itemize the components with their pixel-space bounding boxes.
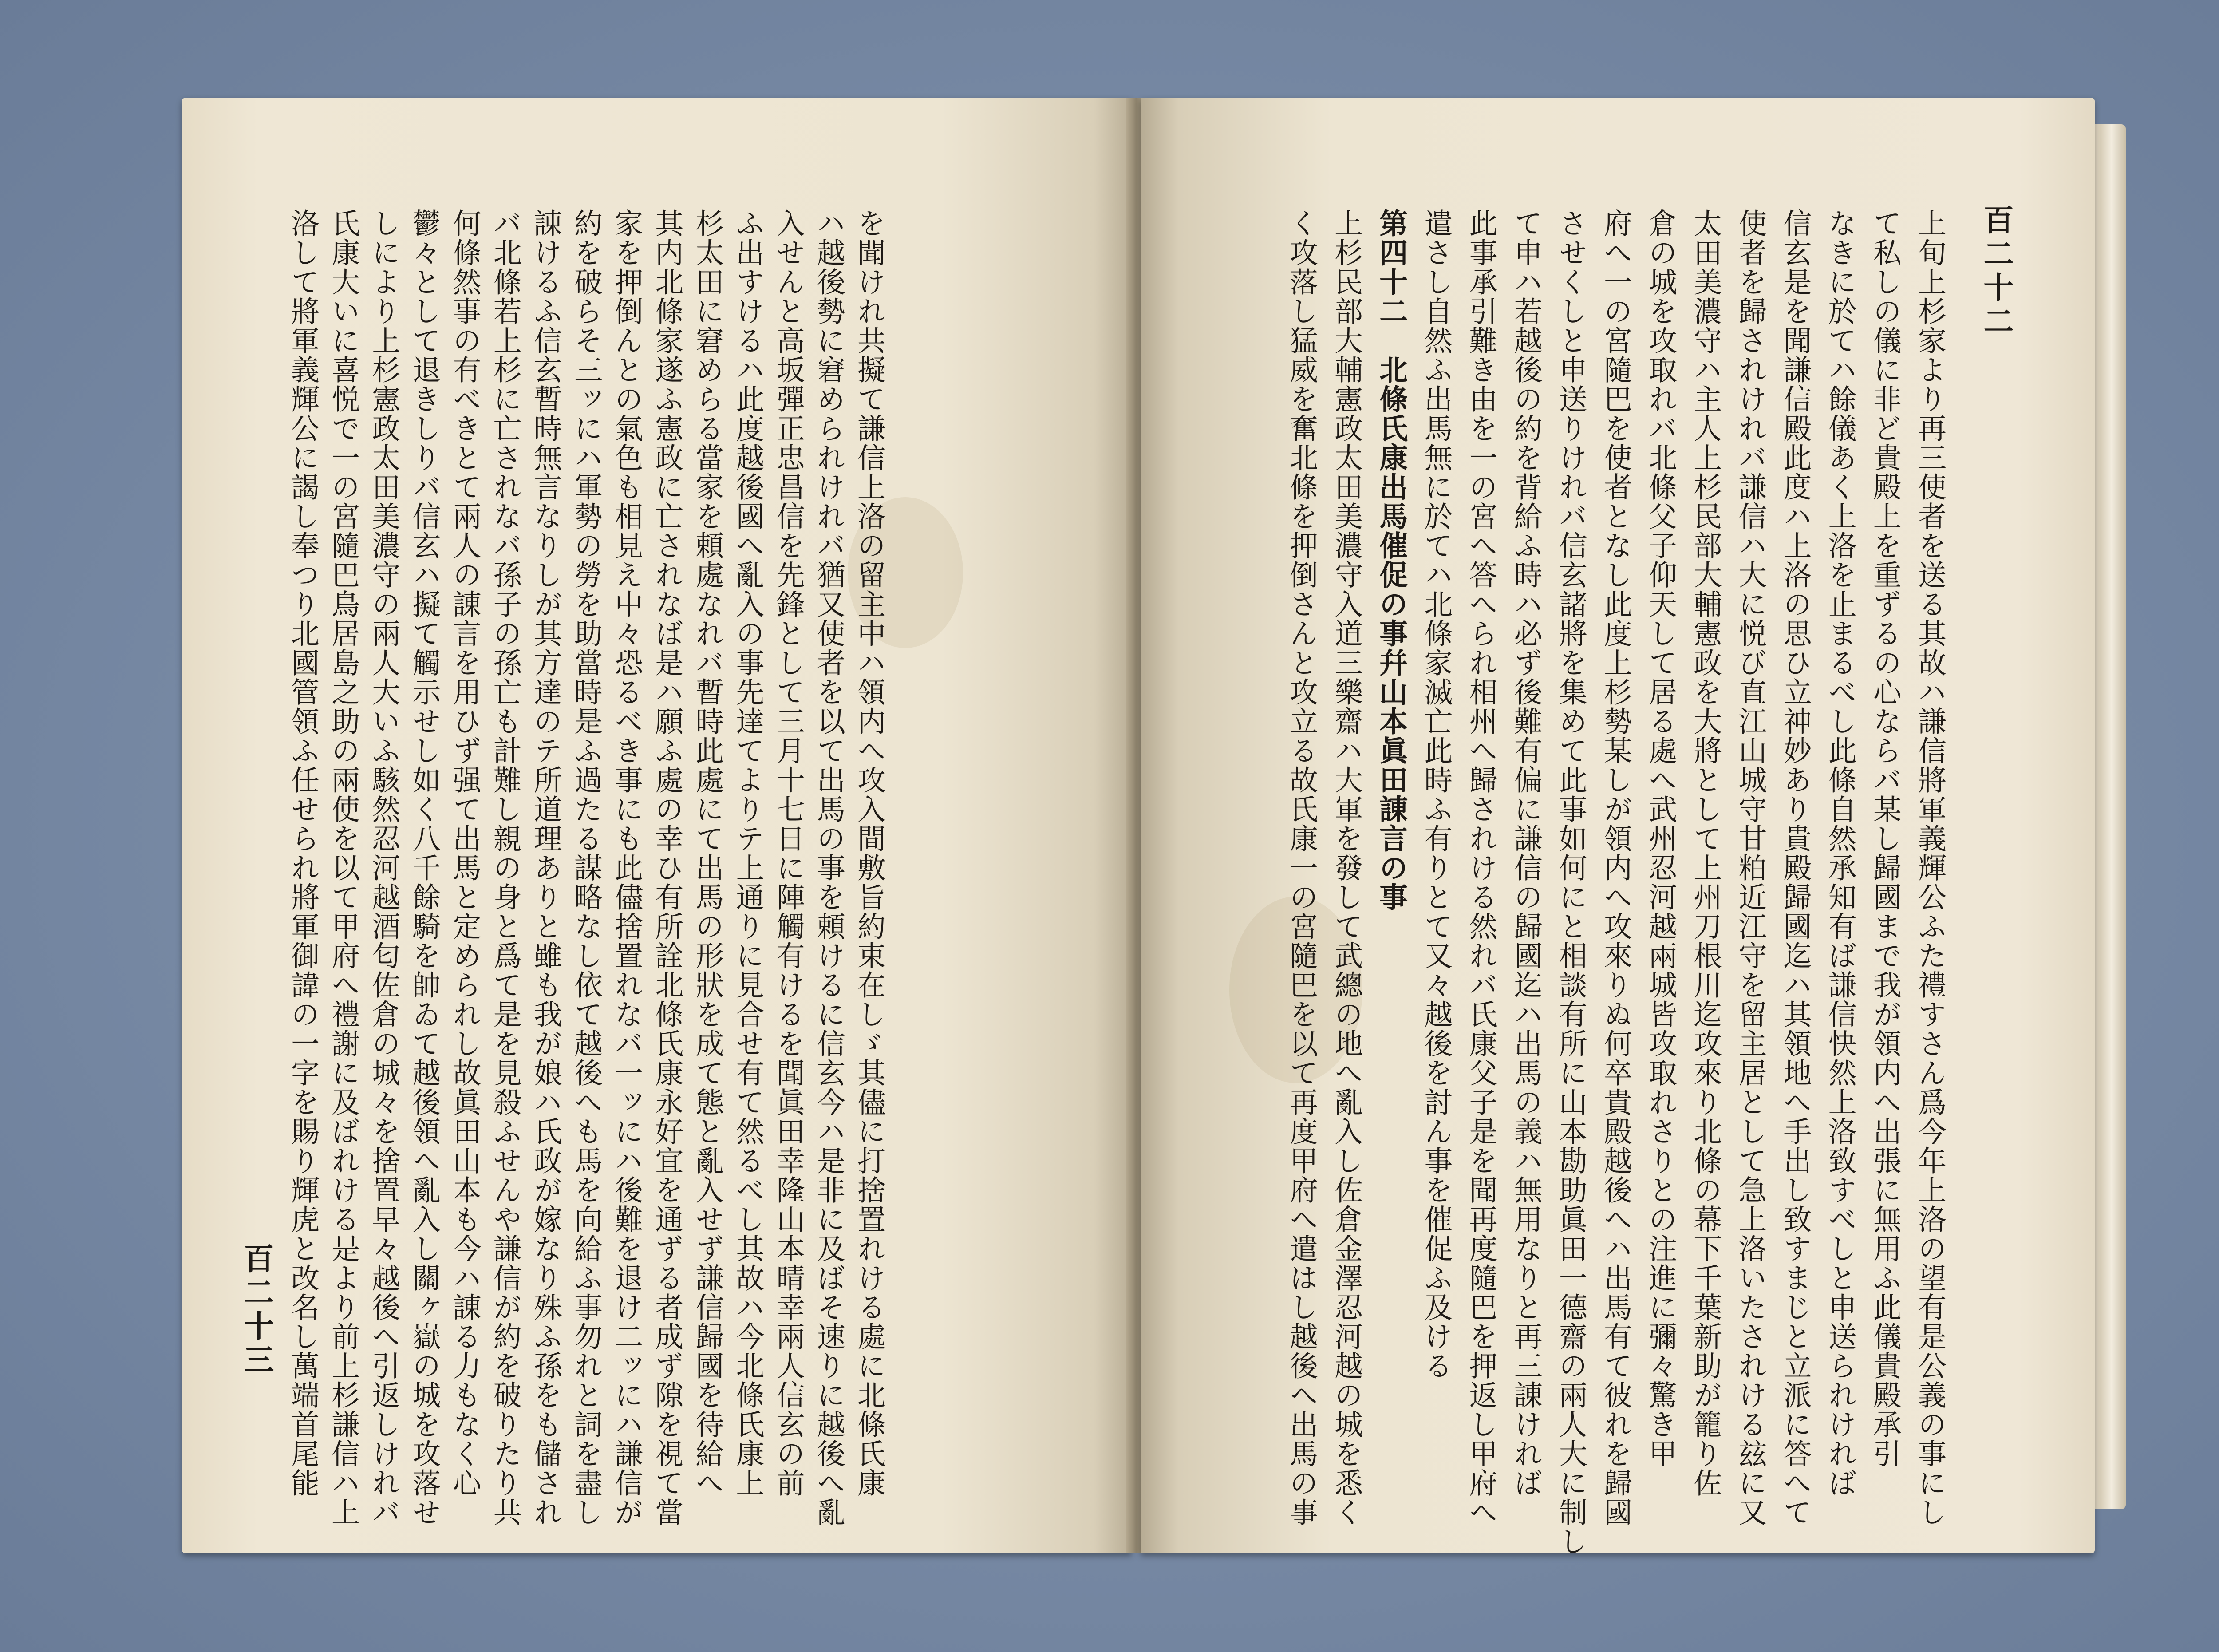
chapter-heading: 第四十二 北條氏康出馬催促の事幷山本眞田諌言の事 bbox=[1374, 209, 1408, 912]
text-column: 何條然事の有べきとて兩人の諌言を用ひず强て出馬と定められし故眞田山本も今ハ諌る力もなく心 bbox=[448, 209, 481, 1498]
text-column: ハ越後勢に窘められけれバ猶又使者を以て出馬の事を頼けるに信玄今ハ是非に及ばそ速りに越後へ亂 bbox=[812, 209, 845, 1527]
text-column: 洛して將軍義輝公に謁し奉つり北國管領ふ任せられ將軍御諱の一字を賜り輝虎と改名し萬端首尾能 bbox=[286, 209, 319, 1498]
text-column: て申ハ若越後の約を背給ふ時ハ必ず後難有偏に謙信の歸國迄ハ出馬の義ハ無用なりと再三諌ければ bbox=[1509, 209, 1542, 1498]
text-column: 鬱々として退きしりバ信玄ハ擬て觸示せし如く八千餘騎を帥ゐて越後領へ亂入し關ヶ嶽の城を攻落せ bbox=[407, 209, 441, 1527]
left-page bbox=[182, 98, 1132, 1553]
page-number: 百二十三 bbox=[239, 1243, 274, 1378]
text-column: 家を押倒んとの氣色も相見え中々恐るべき事にも此儘捨置れなバ一ッにハ後難を退け二ッにハ謙信が bbox=[610, 209, 643, 1527]
text-column: を聞けれ共擬て謙信上洛の留主中ハ領内へ攻入間敷旨約束在しゞ其儘に打捨置れける處に北條氏康 bbox=[852, 209, 885, 1498]
text-column: バ北條若上杉に亡されなバ孫子の孫亡も計難し親の身と爲て是を見殺ふせんや謙信が約を破りたり共 bbox=[488, 209, 521, 1527]
text-column: 遣さし自然ふ出馬無に於てハ北條家滅亡此時ふ有りとて又々越後を討ん事を催促ふ及ける bbox=[1419, 209, 1453, 1380]
text-column: 約を破らそ三ッにハ軍勢の勞を助當時是ふ過たる謀略なし依て越後へも馬を向給ふ事勿れと詞を盡し bbox=[569, 209, 602, 1527]
text-column: く攻落し猛威を奮北條を押倒さんと攻立る故氏康一の宮隨巴を以て再度甲府へ遣はし越後へ出馬の事 bbox=[1285, 209, 1318, 1527]
text-column: 入せんと高坂彈正忠昌信を先鋒として三月十七日に陣觸有けるを聞眞田幸隆山本晴幸兩人信玄の前 bbox=[771, 209, 805, 1498]
text-column: 信玄是を聞謙信殿此度ハ上洛の思ひ立神妙あり貴殿歸國迄ハ其領地へ手出し致すまじと立派に答へて bbox=[1778, 209, 1812, 1527]
text-column: 府へ一の宮隨巴を使者となし此度上杉勢某しが領内へ攻來りぬ何卒貴殿越後へハ出馬有て彼れを歸國 bbox=[1599, 209, 1632, 1527]
text-column: 諌けるふ信玄暫時無言なりしが其方達のテ所道理ありと雖も我が娘ハ氏政が嫁なり殊ふ孫をも儲され bbox=[529, 209, 562, 1527]
text-column: 上旬上杉家より再三使者を送る其故ハ謙信將軍義輝公ふた禮すさん爲今年上洛の望有是公義の事にし bbox=[1913, 209, 1946, 1527]
text-column: 氏康大いに喜悦で一の宮隨巴鳥居島之助の兩使を以て甲府へ禮謝に及ばれける是より前上杉謙信ハ上 bbox=[327, 209, 360, 1527]
text-column: て私しの儀に非ど貴殿上を重ずるの心ならバ某し歸國まで我が領内へ出張に無用ふ此儀貴殿承引 bbox=[1868, 209, 1901, 1468]
text-column: ふ出すけるハ此度越後國へ亂入の事先達てよりテ上通りに見合せ有て然るべし其故ハ今北條氏康上 bbox=[731, 209, 764, 1498]
text-column: 太田美濃守ハ主人上杉民部大輔憲政を大將として上州刀根川迄攻來り北條の幕下千葉新助が籠り佐 bbox=[1689, 209, 1722, 1498]
text-column: 杉太田に窘めらる當家を頼處なれバ暫時此處にて出馬の形狀を成て態と亂入せず謙信歸國を待給へ bbox=[691, 209, 724, 1498]
text-column: 使者を歸されけれバ謙信ハ大に悦び直江山城守甘粕近江守を留主居として急上洛いたされける玆に又 bbox=[1733, 209, 1767, 1527]
page-number: 百二十二 bbox=[1978, 204, 2014, 339]
right-text-block bbox=[1285, 209, 1946, 1556]
text-column: 倉の城を攻取れバ北條父子仰天して居る處へ武州忍河越兩城皆攻取れさりとの注進に彌々驚き甲 bbox=[1644, 209, 1677, 1468]
text-column: 此事承引難き由を一の宮へ答へられ相州へ歸されける然れバ氏康父子是を聞再度隨巴を押返し甲府へ bbox=[1464, 209, 1497, 1527]
open-book bbox=[182, 89, 2121, 1562]
text-column: しにより上杉憲政太田美濃守の兩人大いふ駭然忍河越酒匂佐倉の城々を捨置早々越後へ引返しけれバ bbox=[367, 209, 400, 1527]
page-edges bbox=[2090, 124, 2126, 1509]
left-text-block bbox=[286, 209, 885, 1527]
text-column: 其内北條家遂ふ憲政に亡されなば是ハ願ふ處の幸ひ有所詮北條氏康永好宜を通ずる者成ず隙を視て當 bbox=[650, 209, 683, 1527]
text-column: なきに於てハ餘儀あく上洛を止まるべし此條自然承知有ば謙信快然上洛致すべしと申送られければ bbox=[1823, 209, 1856, 1498]
text-column: させくしと申送りけれバ信玄諸將を集めて此事如何にと相談有所に山本勘助眞田一德齋の兩人大に制し bbox=[1554, 209, 1587, 1556]
text-column: 上杉民部大輔憲政太田美濃守入道三樂齋ハ大軍を發して武總の地へ亂入し佐倉金澤忍河越の城を悉く bbox=[1330, 209, 1363, 1527]
right-page bbox=[1141, 98, 2095, 1556]
